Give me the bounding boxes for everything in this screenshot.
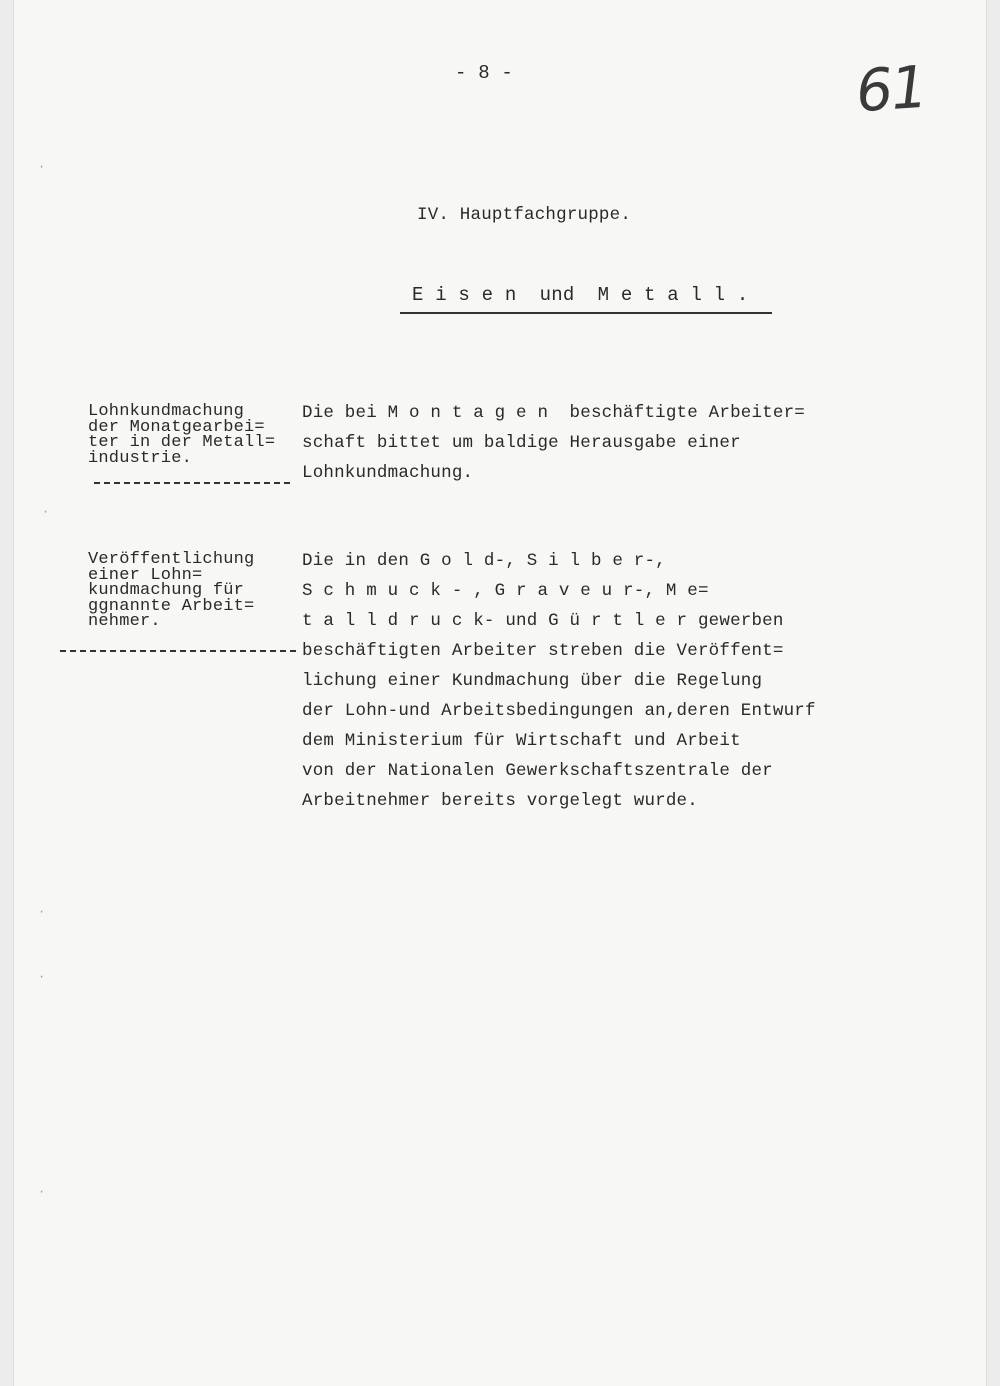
body-paragraph-1: Die bei M o n t a g e n beschäftigte Arbeiter= schaft bittet um baldige Herausgabe einer Lohnkundmachung. bbox=[302, 403, 805, 483]
margin-note-1: Lohnkundmachung der Monatgearbei= ter in der Metall= industrie. bbox=[88, 402, 276, 468]
margin-note-2: Veröffentlichung einer Lohn= kundmachung für ggnannte Arbeit= nehmer. bbox=[88, 550, 255, 631]
punch-hole-mark: · bbox=[42, 505, 50, 519]
punch-hole-mark: · bbox=[38, 1185, 46, 1199]
page-number: - 8 - bbox=[455, 62, 514, 84]
document-page bbox=[14, 0, 986, 1386]
punch-hole-mark: · bbox=[38, 970, 46, 984]
body-paragraph-2: Die in den G o l d-, S i l b e r-, S c h m u c k - , G r a v e u r-, M e= t a l l d r u c k- und G ü r t l e r gewerben beschäftigten Arbeiter streben die Veröffent= lichung einer Kundmachung über die Regelung der Lohn-und Arbeitsbedingungen an,deren Entwurf dem Ministerium für Wirtschaft und Arbeit von der Nationalen Gewerkschaftszentrale der Arbeitnehmer bereits vorgelegt wurde. bbox=[302, 551, 816, 811]
handwritten-page-annotation: 61 bbox=[853, 52, 929, 126]
punch-hole-mark: · bbox=[38, 160, 46, 174]
punch-hole-mark: · bbox=[38, 905, 46, 919]
title-underline bbox=[400, 312, 772, 314]
margin-note-underline-2 bbox=[60, 650, 296, 652]
section-title: E i s e n und M e t a l l . bbox=[412, 284, 749, 306]
group-heading: IV. Hauptfachgruppe. bbox=[417, 205, 632, 225]
margin-note-underline-1 bbox=[94, 482, 290, 484]
